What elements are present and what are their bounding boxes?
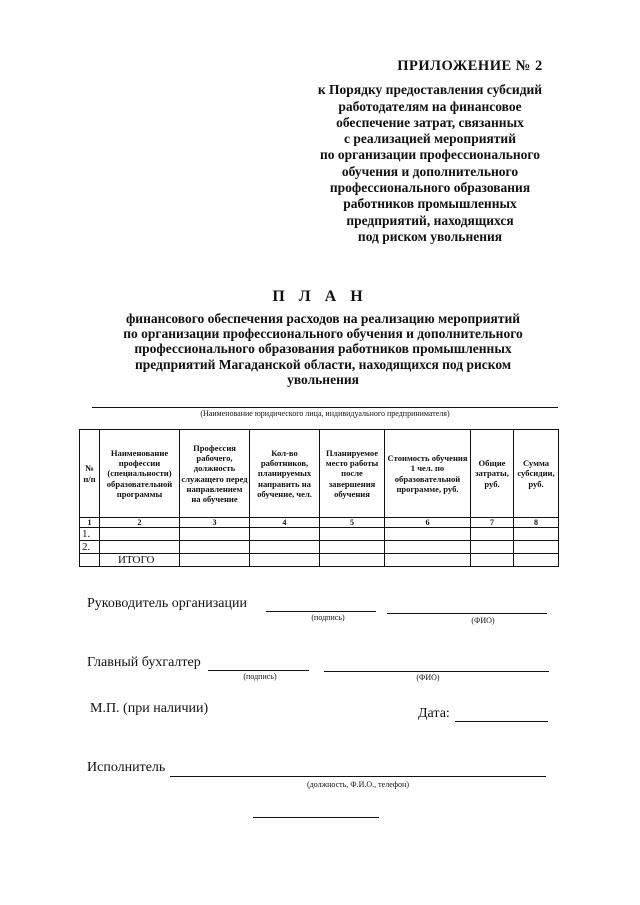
table-cell[interactable]: [385, 554, 471, 567]
table-cell[interactable]: [250, 528, 320, 541]
table-row: [80, 528, 559, 541]
accountant-label: Главный бухгалтер: [87, 655, 201, 670]
table-cell[interactable]: [471, 554, 514, 567]
table-cell: [80, 554, 100, 567]
row-number: 1.: [80, 528, 100, 541]
column-number: 6: [385, 518, 471, 528]
table-cell[interactable]: [100, 541, 180, 554]
table-cell[interactable]: [514, 528, 559, 541]
appendix-number: ПРИЛОЖЕНИЕ № 2: [397, 58, 543, 74]
table-cell[interactable]: [180, 541, 250, 554]
table-cell[interactable]: [320, 554, 385, 567]
appendix-line: с реализацией мероприятий: [344, 131, 516, 147]
table-cell[interactable]: [514, 541, 559, 554]
table-cell[interactable]: [180, 554, 250, 567]
table-cell[interactable]: [250, 541, 320, 554]
column-number: 4: [250, 518, 320, 528]
date-line[interactable]: [455, 721, 548, 722]
table-row: [80, 541, 559, 554]
bottom-line: [253, 817, 379, 818]
plan-subtitle-line: финансового обеспечения расходов на реализацию мероприятий: [125, 311, 521, 326]
column-header: Профессия рабочего, должность служащего перед направлением на обучение: [180, 430, 250, 518]
plan-title: П Л А Н: [272, 288, 368, 305]
appendix-line: работников промышленных: [343, 196, 517, 212]
accountant-signature-line[interactable]: [208, 670, 309, 671]
head-label: Руководитель организации: [87, 596, 247, 611]
plan-subtitle-line: предприятий Магаданской области, находящихся под риском: [134, 356, 512, 372]
column-number: 1: [80, 518, 100, 528]
total-row: [80, 554, 559, 567]
table-cell[interactable]: [320, 541, 385, 554]
column-number: 5: [320, 518, 385, 528]
appendix-line: обучения и дополнительного: [341, 163, 519, 179]
plan-table: [79, 429, 559, 567]
table-cell[interactable]: [100, 528, 180, 541]
appendix-line: по организации профессионального: [320, 147, 540, 163]
appendix-header: [300, 58, 560, 245]
table-cell[interactable]: [514, 554, 559, 567]
appendix-line: обеспечение затрат, связанных: [336, 114, 524, 130]
plan-subtitle-line: по организации профессионального обучения и дополнительного: [123, 326, 523, 342]
column-number: 8: [514, 518, 559, 528]
table-cell[interactable]: [320, 528, 385, 541]
appendix-line: под риском увольнения: [357, 228, 503, 244]
head-sign-caption: (подпись): [311, 613, 345, 622]
row-number: 2.: [80, 541, 100, 554]
column-header: Кол-во работников, планируемых направить на обучение, чел.: [250, 430, 320, 518]
table-cell[interactable]: [471, 528, 514, 541]
table-cell[interactable]: [385, 528, 471, 541]
column-number: 3: [180, 518, 250, 528]
column-number: 7: [471, 518, 514, 528]
column-header: Стоимость обучения 1 чел. по образовательной программе, руб.: [385, 430, 471, 518]
table-cell[interactable]: [471, 541, 514, 554]
head-signature-line[interactable]: [266, 611, 376, 612]
plan-subtitle: [100, 311, 546, 387]
appendix-line: предприятий, находящихся: [346, 212, 514, 228]
head-name-caption: (ФИО): [471, 616, 495, 625]
stamp-label: М.П. (при наличии): [90, 701, 209, 716]
executor-label: Исполнитель: [87, 760, 166, 775]
date-label: Дата:: [418, 706, 450, 721]
column-header: Планируемое место работы после завершения обучения: [320, 430, 385, 518]
column-number: 2: [100, 518, 180, 528]
accountant-name-line[interactable]: [324, 671, 549, 672]
org-name-line[interactable]: [92, 407, 558, 408]
appendix-line: профессионального образования: [329, 180, 531, 196]
appendix-line: работодателям на финансовое: [338, 98, 522, 114]
total-label: ИТОГО: [100, 554, 180, 567]
accountant-sign-caption: (подпись): [243, 672, 277, 681]
column-header: № п/п: [80, 430, 100, 518]
column-header: Сумма субсидии, руб.: [514, 430, 559, 518]
table-cell[interactable]: [180, 528, 250, 541]
executor-line[interactable]: [170, 776, 546, 777]
table-cell[interactable]: [250, 554, 320, 567]
column-header: Общие затраты, руб.: [471, 430, 514, 518]
column-header: Наименование профессии (специальности) образовательной программы: [100, 430, 180, 518]
plan-subtitle-line: увольнения: [287, 371, 359, 387]
head-name-line[interactable]: [387, 613, 547, 614]
executor-caption: (должность, Ф.И.О., телефон): [306, 780, 409, 789]
table-cell[interactable]: [385, 541, 471, 554]
accountant-name-caption: (ФИО): [416, 673, 440, 682]
org-name-caption: (Наименование юридического лица, индивидуального предпринимателя): [200, 409, 450, 418]
plan-subtitle-line: профессионального образования работников промышленных: [134, 341, 512, 357]
appendix-line: к Порядку предоставления субсидий: [317, 82, 543, 98]
